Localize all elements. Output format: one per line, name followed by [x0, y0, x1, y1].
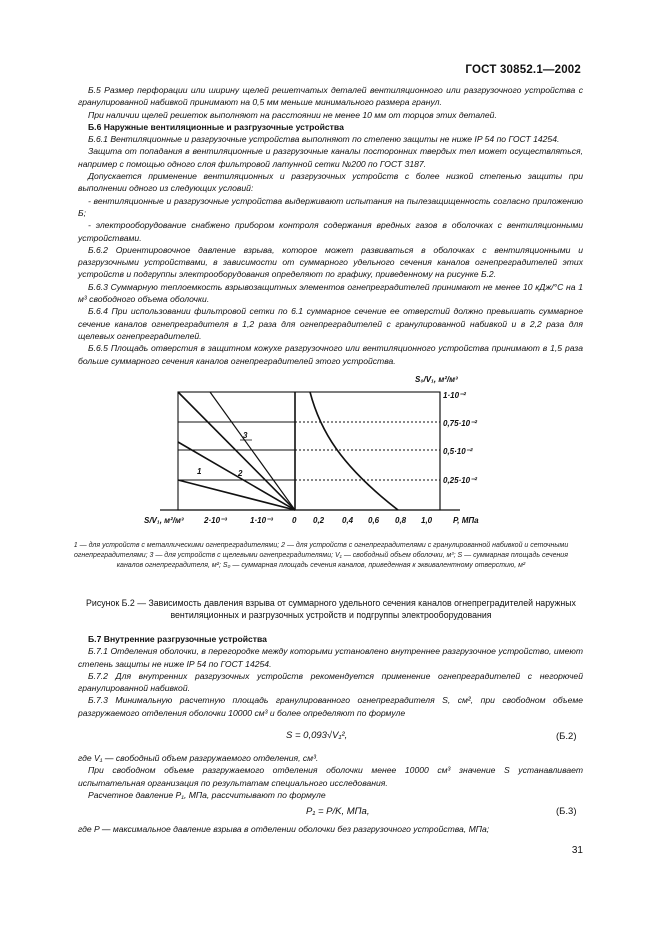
paragraph: Б.6.4 При использовании фильтровой сетки по 6.1 суммарное сечение ее отверстий должно превышать суммарное сечение каналов огнепреградителя в 1,2 раза для огнепреградителей с гранулированной набивкой и в 2,2 раза для щелевых огнепреградителей. [78, 306, 583, 341]
paragraph: Б.6.2 Ориентировочное давление взрыва, которое может развиваться в оболочках с вентиляционными и разгрузочными устройствами, в зависимости от суммарного удельного сечения каналов огнепреградителей этих устройств и подгруппы электрооборудования определяют по графику, приведенному на рисунке Б.2. [78, 244, 583, 280]
paragraph: Б.5 Размер перфорации или ширину щелей решетчатых деталей вентиляционного или разгрузочного устройства с гранулированной набивкой принимают на 0,5 мм меньше минимального размера гранул. [78, 85, 583, 108]
x-axis-title: P, МПа [453, 516, 479, 525]
y-axis-title: S₀/V₁, м²/м³ [415, 375, 458, 384]
paragraph: Защита от попадания в вентиляционные и разгрузочные каналы посторонних твердых тел может осуществляться, например с помощью одного слоя фильтровой латунной сетки №200 по ГОСТ 3187. [78, 146, 583, 169]
text-block-b7 [78, 633, 583, 719]
x-tick: 0,6 [368, 516, 380, 525]
paragraph: где V₁ — свободный объем разгружаемого отделения, см³. [78, 753, 319, 763]
paragraph: Б.7.1 Отделения оболочки, в перегородке между которыми установлено внутреннее разгрузочное устройство, имеют степень защиты не ниже IP 54 по ГОСТ 14254. [78, 646, 583, 669]
paragraph: Расчетное давление P₁, МПа, рассчитывают по формуле [88, 789, 326, 800]
paragraph: При наличии щелей решеток выполняют на расстоянии не менее 10 мм от торцов этих деталей. [88, 109, 497, 120]
text-block-b7-end [78, 823, 583, 835]
line-1 [178, 480, 295, 510]
x-tick: 1,0 [421, 516, 433, 525]
curves-left [178, 392, 295, 510]
paragraph: Б.7.2 Для внутренних разгрузочных устройств рекомендуется применение огнепреградителей с негорючей гранулированной набивкой. [78, 670, 583, 694]
x-tick: 0,8 [395, 516, 407, 525]
x-tick: 0,4 [342, 516, 354, 525]
text-block-b7-cont [78, 752, 583, 801]
list-item: - электрооборудование снабжено прибором контроля содержания вредных газов в оболочках с вентиляционными устройствами. [78, 220, 583, 243]
line-2 [178, 442, 295, 510]
list-item: - вентиляционные и разгрузочные устройства выдерживают испытания на пылезащищенность согласно приложению Б; [78, 195, 583, 218]
paragraph: где P — максимальное давление взрыва в отделении оболочки без разгрузочного устройства, МПа; [78, 824, 490, 834]
formula-number-b2: (Б.2) [556, 731, 577, 742]
y-tick: 0,75·10⁻² [443, 419, 478, 428]
paragraph: Б.6.1 Вентиляционные и разгрузочные устройства выполняют по степеню защиты не ниже IP 54 по ГОСТ 14254. [88, 134, 560, 145]
formula-b3: P₁ = P/K, МПа, [306, 806, 370, 817]
figure-title: Рисунок Б.2 — Зависимость давления взрыва от суммарного удельного сечения каналов огнепреградителей наружных вентиляционных и разгрузочных устройств и подгруппы электрооборудования [86, 598, 576, 620]
figure-graph [140, 370, 500, 535]
y-tick: 1·10⁻² [443, 391, 466, 400]
formula-number-b3: (Б.3) [556, 806, 577, 817]
y-tick: 0,5·10⁻² [443, 447, 473, 456]
x-tick: 0 [292, 516, 297, 525]
y-tick: 0,25·10⁻² [443, 476, 478, 485]
figure-b2 [140, 370, 500, 535]
line-3 [178, 392, 295, 510]
x-tick: 0,2 [313, 516, 325, 525]
standard-header: ГОСТ 30852.1—2002 [465, 64, 581, 76]
section-heading-b6: Б.6 Наружные вентиляционные и разгрузочные устройства [88, 121, 344, 132]
paragraph: При свободном объеме разгружаемого отделения оболочки менее 10000 см³ значение S устанавливает испытательная организация по результатам специального исследования. [78, 765, 583, 788]
x-tick: 1·10⁻³ [250, 516, 273, 525]
text-block-top [78, 84, 583, 367]
paragraph: Допускается применение вентиляционных и разгрузочных устройств с более низкой степенью защиты при выполнении одного из следующих условий: [78, 171, 583, 194]
figure-caption: 1 — для устройств с металлическими огнепреградителями; 2 — для устройств с огнепреградителями с гранулированной набивкой и сеточными огнепреградителями; 3 — для устройств с щелевыми огнепреградителями; V₁ — свободный объем оболочки, м³; S — суммарная площадь сечения каналов огнепреградителя, м²; S₀ — суммарная площадь сечения каналов, приведенная к эквивалентному отверстию, м² [73, 542, 569, 569]
left-axis-title: S/V₁, м²/м³ [144, 516, 184, 525]
paragraph: Б.6.3 Суммарную теплоемкость взрывозащитных элементов огнепреградителей принимают не менее 10 кДж/°С на 1 м³ свободного объема оболочки. [78, 281, 583, 305]
page-number: 31 [571, 845, 583, 856]
paragraph: Б.6.5 Площадь отверстия в защитном кожухе разгрузочного или вентиляционного устройства принимают в 1,5 раза больше суммарного сечения каналов огнепреградителей этого устройства. [78, 343, 583, 366]
paragraph: Б.7.3 Минимальную расчетную площадь гранулированного огнепреградителя S, см², при свободном объеме разгружаемого отделения оболочки 10000 см³ и более определяют по формуле [78, 695, 583, 718]
grid-lines [295, 422, 440, 480]
section-heading-b7: Б.7 Внутренние разгрузочные устройства [88, 634, 267, 644]
plot-frame [178, 392, 440, 510]
curve-label-3: 3 [243, 431, 248, 440]
pressure-curve [310, 392, 398, 510]
curve-label-2: 2 [238, 469, 243, 478]
formula-b2: S = 0,093√V₁², [286, 730, 348, 741]
x-tick: 2·10⁻³ [204, 516, 227, 525]
curve-label-1: 1 [197, 467, 202, 476]
